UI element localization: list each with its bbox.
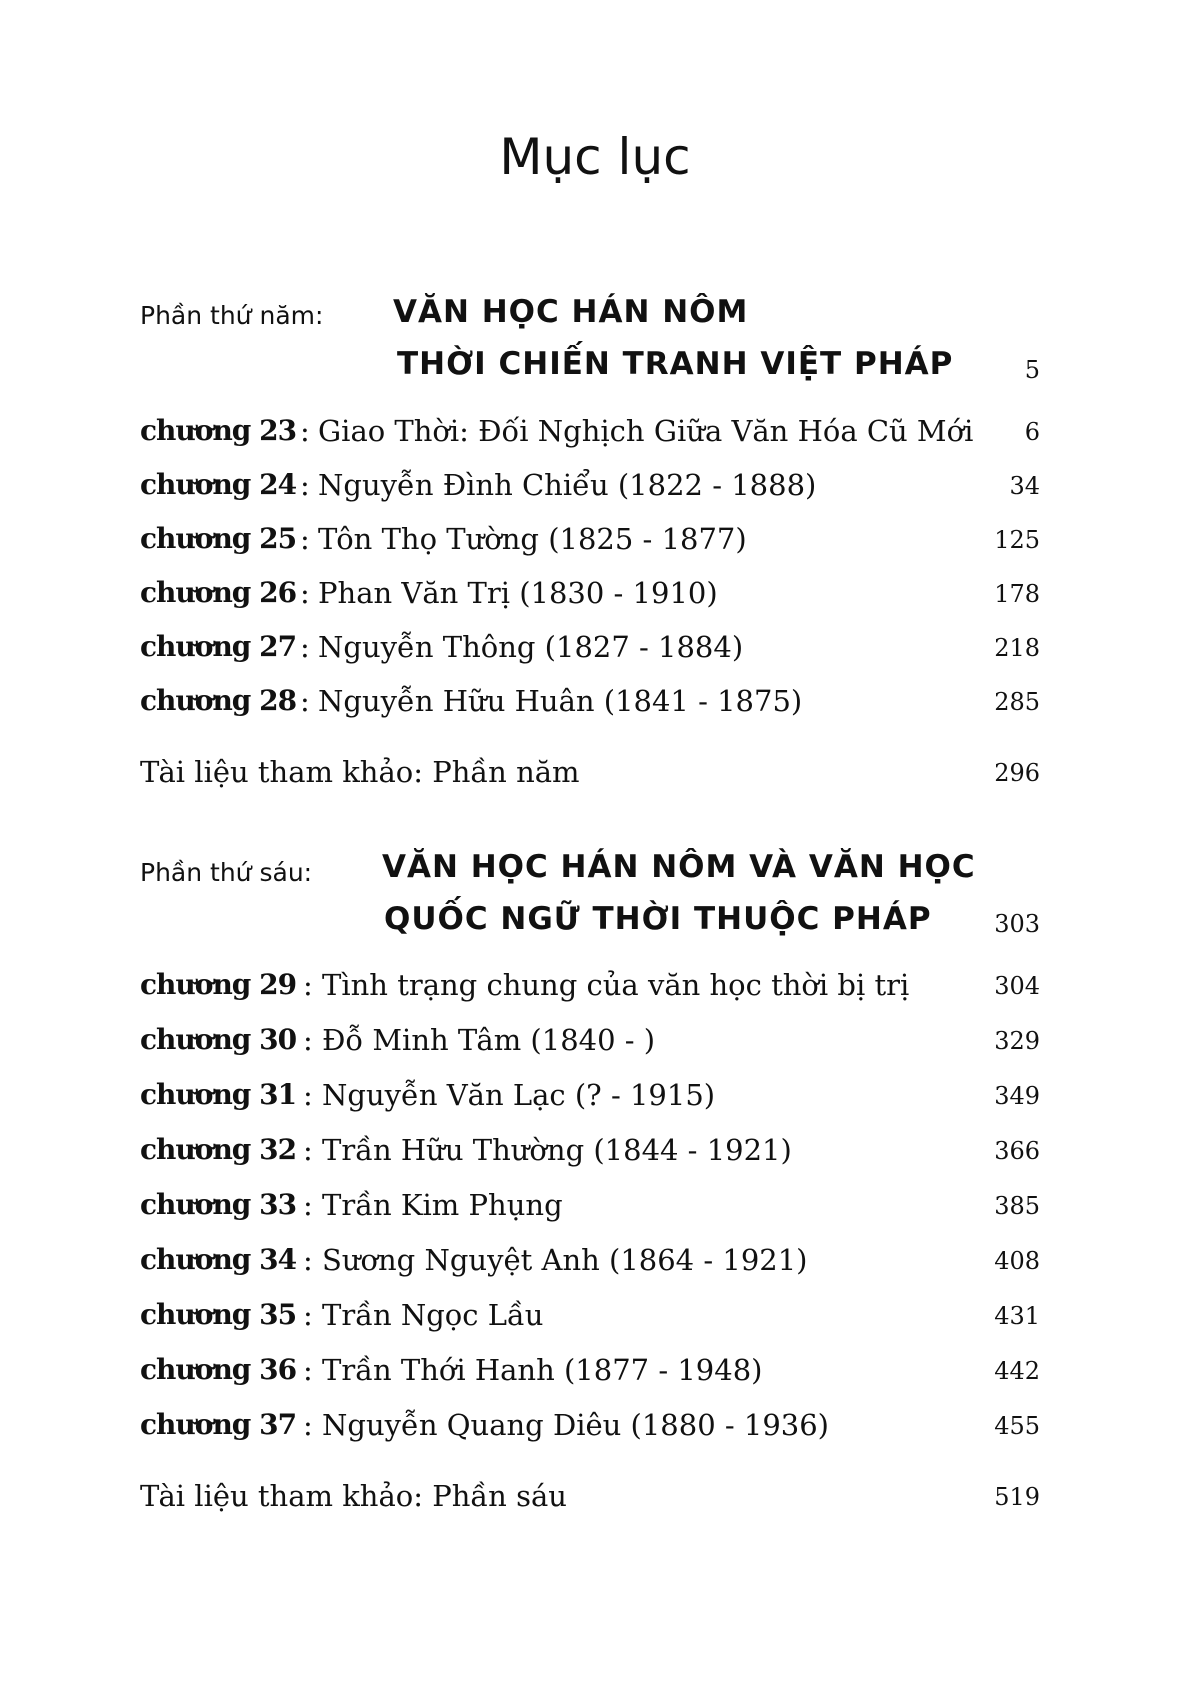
chapter-title: Nguyễn Văn Lạc (? - 1915) [322, 1078, 716, 1112]
toc-entry[interactable]: chương 37 : Nguyễn Quang Diêu (1880 - 1936) 455 [140, 1408, 1040, 1442]
page-title: Mục lục [499, 128, 691, 186]
page-number: 431 [994, 1302, 1040, 1330]
part-label: Phần thứ năm: [140, 301, 324, 330]
references-title: Tài liệu tham khảo: Phần năm [140, 755, 580, 789]
part-label: Phần thứ sáu: [140, 858, 313, 887]
chapter-label: chương 27 [140, 630, 297, 663]
page-number: 442 [994, 1357, 1040, 1385]
page-number: 285 [994, 688, 1040, 716]
toc-entry[interactable]: chương 35 : Trần Ngọc Lầu 431 [140, 1298, 1040, 1332]
page-number: 408 [994, 1247, 1040, 1275]
page-number: 304 [994, 972, 1040, 1000]
page-number: 455 [994, 1412, 1040, 1440]
chapter-label: chương 36 [140, 1353, 297, 1386]
chapter-label: chương 28 [140, 684, 297, 717]
chapter-title: Tình trạng chung của văn học thời bị trị [322, 968, 910, 1002]
chapter-label: chương 35 [140, 1298, 297, 1331]
toc-entry[interactable]: chương 31 : Nguyễn Văn Lạc (? - 1915) 349 [140, 1078, 1040, 1112]
page-number: 329 [994, 1027, 1040, 1055]
page-number: 218 [994, 634, 1040, 662]
toc-entry[interactable]: chương 30 : Đỗ Minh Tâm (1840 - ) 329 [140, 1023, 1040, 1057]
page-number: 385 [994, 1192, 1040, 1220]
chapter-label: chương 26 [140, 576, 297, 609]
chapter-title: Trần Hữu Thường (1844 - 1921) [322, 1133, 792, 1167]
chapter-label: chương 30 [140, 1023, 297, 1056]
page-number: 6 [1024, 418, 1040, 446]
chapter-label: chương 25 [140, 522, 297, 555]
chapter-label: chương 37 [140, 1408, 297, 1441]
chapter-title: Giao Thời: Đối Nghịch Giữa Văn Hóa Cũ Mới [318, 414, 974, 448]
chapter-title: Trần Ngọc Lầu [322, 1298, 544, 1332]
page-number: 178 [994, 580, 1040, 608]
chapter-title: Tôn Thọ Tường (1825 - 1877) [318, 522, 747, 556]
page-number: 349 [994, 1082, 1040, 1110]
chapter-label: chương 33 [140, 1188, 297, 1221]
page-number: 34 [1009, 472, 1040, 500]
page-number: 296 [994, 759, 1040, 787]
part-title-line2: QUỐC NGỮ THỜI THUỘC PHÁP [384, 901, 932, 937]
chapter-title: Trần Thới Hanh (1877 - 1948) [322, 1353, 763, 1387]
page-number: 519 [994, 1483, 1040, 1511]
references-title: Tài liệu tham khảo: Phần sáu [140, 1479, 567, 1513]
toc-entry[interactable]: chương 25 : Tôn Thọ Tường (1825 - 1877) 125 [140, 522, 1040, 556]
page-number: 366 [994, 1137, 1040, 1165]
chapter-title: Phan Văn Trị (1830 - 1910) [318, 576, 718, 610]
toc-entry[interactable]: chương 36 : Trần Thới Hanh (1877 - 1948) 442 [140, 1353, 1040, 1387]
chapter-title: Sương Nguyệt Anh (1864 - 1921) [322, 1243, 808, 1277]
part-title-line2: THỜI CHIẾN TRANH VIỆT PHÁP [397, 346, 954, 382]
chapter-title: Trần Kim Phụng [322, 1188, 563, 1222]
toc-entry[interactable]: chương 32 : Trần Hữu Thường (1844 - 1921) 366 [140, 1133, 1040, 1167]
page-number: 125 [994, 526, 1040, 554]
chapter-title: Nguyễn Thông (1827 - 1884) [318, 630, 744, 664]
toc-entry[interactable]: chương 29 : Tình trạng chung của văn học thời bị trị 304 [140, 968, 1040, 1002]
chapter-label: chương 31 [140, 1078, 297, 1111]
part-title-line1: VĂN HỌC HÁN NÔM VÀ VĂN HỌC [382, 849, 976, 885]
toc-entry[interactable]: chương 23 : Giao Thời: Đối Nghịch Giữa Văn Hóa Cũ Mới 6 [140, 414, 1040, 448]
chapter-label: chương 24 [140, 468, 297, 501]
chapter-title: Nguyễn Đình Chiểu (1822 - 1888) [318, 468, 817, 502]
toc-entry[interactable]: chương 28 : Nguyễn Hữu Huân (1841 - 1875) 285 [140, 684, 1040, 718]
references-entry[interactable] [0, 1479, 1190, 1523]
page-number: 5 [1024, 356, 1040, 384]
chapter-label: chương 32 [140, 1133, 297, 1166]
chapter-label: chương 29 [140, 968, 297, 1001]
toc-entry[interactable]: chương 26 : Phan Văn Trị (1830 - 1910) 178 [140, 576, 1040, 610]
chapter-title: Nguyễn Hữu Huân (1841 - 1875) [318, 684, 803, 718]
toc-entry[interactable]: chương 34 : Sương Nguyệt Anh (1864 - 1921) 408 [140, 1243, 1040, 1277]
chapter-label: chương 34 [140, 1243, 297, 1276]
references-entry[interactable] [0, 755, 1190, 799]
toc-entry[interactable]: chương 24 : Nguyễn Đình Chiểu (1822 - 1888) 34 [140, 468, 1040, 502]
part-title-line1: VĂN HỌC HÁN NÔM [393, 294, 749, 330]
page-number: 303 [994, 910, 1040, 938]
chapter-title: Đỗ Minh Tâm (1840 - ) [322, 1023, 656, 1057]
toc-entry[interactable]: chương 27 : Nguyễn Thông (1827 - 1884) 218 [140, 630, 1040, 664]
toc-entry[interactable]: chương 33 : Trần Kim Phụng 385 [140, 1188, 1040, 1222]
chapter-title: Nguyễn Quang Diêu (1880 - 1936) [322, 1408, 829, 1442]
chapter-label: chương 23 [140, 414, 297, 447]
